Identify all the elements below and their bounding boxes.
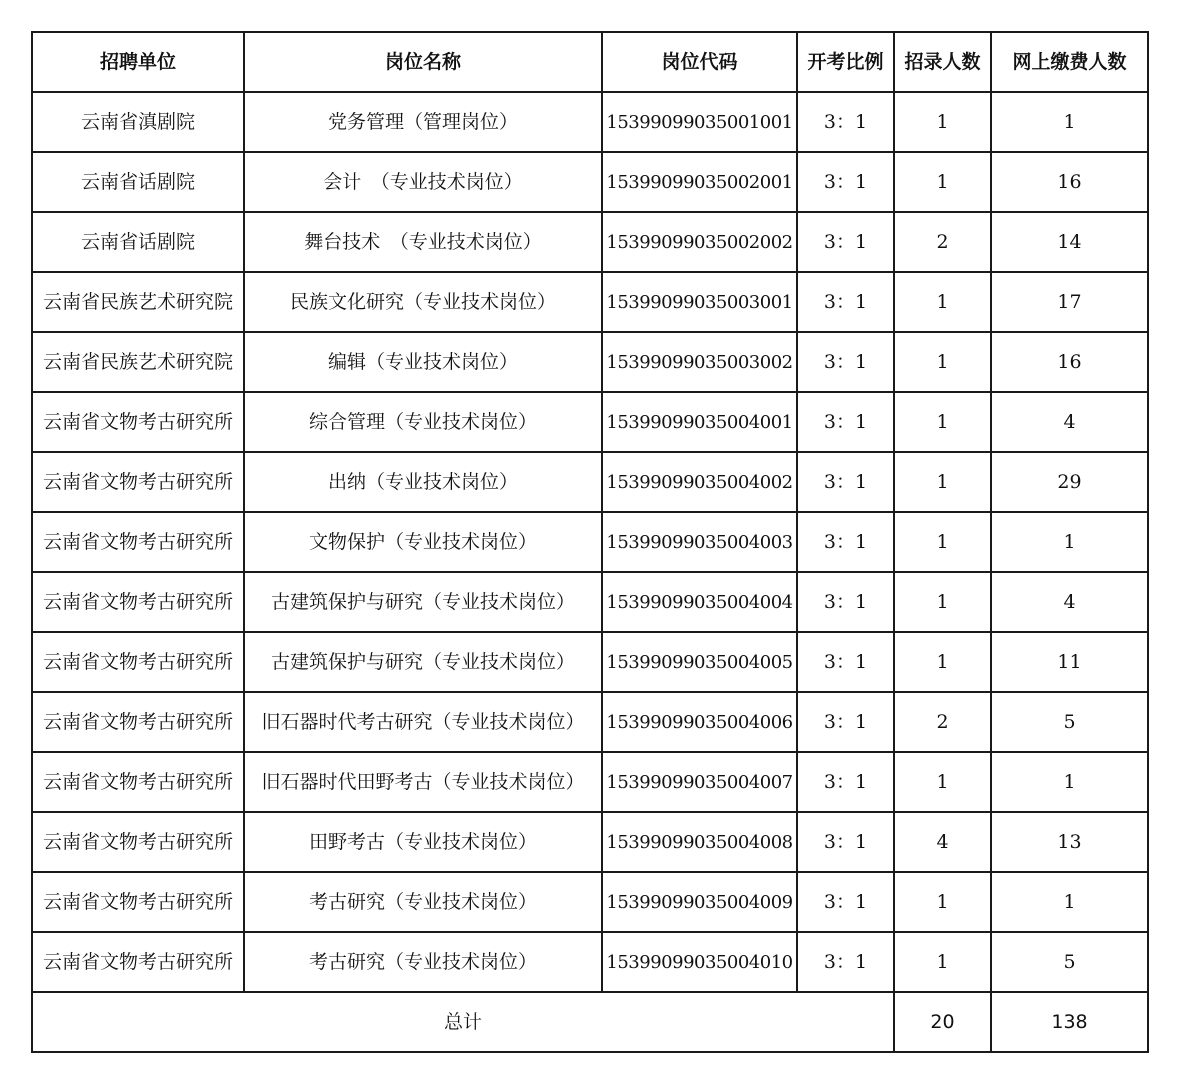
code-cell: 15399099035004001 [602, 392, 797, 452]
hire-count-cell: 4 [894, 812, 991, 872]
code-cell: 15399099035004002 [602, 452, 797, 512]
table-row [32, 332, 1148, 392]
paid-count-cell: 14 [991, 212, 1148, 272]
position-cell: 旧石器时代考古研究（专业技术岗位） [244, 692, 602, 752]
table-row [32, 812, 1148, 872]
table-row [32, 692, 1148, 752]
table-row [32, 932, 1148, 992]
hire-count-cell: 1 [894, 752, 991, 812]
paid-count-cell: 1 [991, 872, 1148, 932]
unit-cell: 云南省民族艺术研究院 [32, 272, 244, 332]
code-cell: 15399099035003001 [602, 272, 797, 332]
table-row [32, 632, 1148, 692]
hire-count-cell: 1 [894, 932, 991, 992]
table-row [32, 152, 1148, 212]
code-cell: 15399099035002001 [602, 152, 797, 212]
code-cell: 15399099035004009 [602, 872, 797, 932]
code-cell: 15399099035003002 [602, 332, 797, 392]
paid-count-cell: 11 [991, 632, 1148, 692]
hire-count-cell: 2 [894, 212, 991, 272]
position-cell: 古建筑保护与研究（专业技术岗位） [244, 572, 602, 632]
total-hire: 20 [894, 992, 991, 1052]
unit-cell: 云南省文物考古研究所 [32, 452, 244, 512]
table-row [32, 272, 1148, 332]
ratio-cell: 3：1 [797, 692, 894, 752]
code-cell: 15399099035004004 [602, 572, 797, 632]
header-paid: 网上缴费人数 [991, 32, 1148, 92]
table-row [32, 452, 1148, 512]
total-label: 总计 [32, 992, 894, 1052]
paid-count-cell: 16 [991, 332, 1148, 392]
code-cell: 15399099035004008 [602, 812, 797, 872]
unit-cell: 云南省文物考古研究所 [32, 512, 244, 572]
paid-count-cell: 1 [991, 512, 1148, 572]
ratio-cell: 3：1 [797, 332, 894, 392]
ratio-cell: 3：1 [797, 272, 894, 332]
hire-count-cell: 1 [894, 572, 991, 632]
paid-count-cell: 1 [991, 752, 1148, 812]
header-row [32, 32, 1148, 92]
hire-count-cell: 1 [894, 332, 991, 392]
code-cell: 15399099035004005 [602, 632, 797, 692]
unit-cell: 云南省文物考古研究所 [32, 752, 244, 812]
position-cell: 旧石器时代田野考古（专业技术岗位） [244, 752, 602, 812]
ratio-cell: 3：1 [797, 632, 894, 692]
ratio-cell: 3：1 [797, 92, 894, 152]
hire-count-cell: 1 [894, 512, 991, 572]
header-code: 岗位代码 [602, 32, 797, 92]
table-row [32, 752, 1148, 812]
paid-count-cell: 13 [991, 812, 1148, 872]
unit-cell: 云南省文物考古研究所 [32, 392, 244, 452]
paid-count-cell: 17 [991, 272, 1148, 332]
table-row [32, 92, 1148, 152]
position-cell: 古建筑保护与研究（专业技术岗位） [244, 632, 602, 692]
code-cell: 15399099035001001 [602, 92, 797, 152]
ratio-cell: 3：1 [797, 572, 894, 632]
unit-cell: 云南省文物考古研究所 [32, 872, 244, 932]
unit-cell: 云南省文物考古研究所 [32, 812, 244, 872]
unit-cell: 云南省话剧院 [32, 152, 244, 212]
position-cell: 党务管理（管理岗位） [244, 92, 602, 152]
paid-count-cell: 29 [991, 452, 1148, 512]
ratio-cell: 3：1 [797, 452, 894, 512]
ratio-cell: 3：1 [797, 752, 894, 812]
hire-count-cell: 1 [894, 92, 991, 152]
table-row [32, 212, 1148, 272]
table-row [32, 392, 1148, 452]
ratio-cell: 3：1 [797, 812, 894, 872]
code-cell: 15399099035004007 [602, 752, 797, 812]
hire-count-cell: 1 [894, 632, 991, 692]
unit-cell: 云南省滇剧院 [32, 92, 244, 152]
header-unit: 招聘单位 [32, 32, 244, 92]
hire-count-cell: 1 [894, 452, 991, 512]
position-cell: 田野考古（专业技术岗位） [244, 812, 602, 872]
position-cell: 文物保护（专业技术岗位） [244, 512, 602, 572]
position-cell: 民族文化研究（专业技术岗位） [244, 272, 602, 332]
position-cell: 编辑（专业技术岗位） [244, 332, 602, 392]
header-ratio: 开考比例 [797, 32, 894, 92]
paid-count-cell: 5 [991, 692, 1148, 752]
table-row [32, 512, 1148, 572]
unit-cell: 云南省文物考古研究所 [32, 632, 244, 692]
paid-count-cell: 1 [991, 92, 1148, 152]
paid-count-cell: 4 [991, 392, 1148, 452]
recruitment-table [31, 31, 1149, 1053]
unit-cell: 云南省文物考古研究所 [32, 932, 244, 992]
hire-count-cell: 1 [894, 392, 991, 452]
position-cell: 舞台技术 （专业技术岗位） [244, 212, 602, 272]
code-cell: 15399099035002002 [602, 212, 797, 272]
position-cell: 出纳（专业技术岗位） [244, 452, 602, 512]
hire-count-cell: 1 [894, 272, 991, 332]
paid-count-cell: 4 [991, 572, 1148, 632]
paid-count-cell: 5 [991, 932, 1148, 992]
hire-count-cell: 2 [894, 692, 991, 752]
total-paid: 138 [991, 992, 1148, 1052]
position-cell: 会计 （专业技术岗位） [244, 152, 602, 212]
ratio-cell: 3：1 [797, 392, 894, 452]
ratio-cell: 3：1 [797, 932, 894, 992]
paid-count-cell: 16 [991, 152, 1148, 212]
table-row [32, 572, 1148, 632]
unit-cell: 云南省话剧院 [32, 212, 244, 272]
ratio-cell: 3：1 [797, 212, 894, 272]
code-cell: 15399099035004010 [602, 932, 797, 992]
position-cell: 考古研究（专业技术岗位） [244, 872, 602, 932]
ratio-cell: 3：1 [797, 872, 894, 932]
code-cell: 15399099035004003 [602, 512, 797, 572]
ratio-cell: 3：1 [797, 152, 894, 212]
position-cell: 考古研究（专业技术岗位） [244, 932, 602, 992]
hire-count-cell: 1 [894, 872, 991, 932]
total-row [32, 992, 1148, 1052]
code-cell: 15399099035004006 [602, 692, 797, 752]
header-hire: 招录人数 [894, 32, 991, 92]
header-position: 岗位名称 [244, 32, 602, 92]
ratio-cell: 3：1 [797, 512, 894, 572]
unit-cell: 云南省民族艺术研究院 [32, 332, 244, 392]
table-body [32, 92, 1148, 992]
position-cell: 综合管理（专业技术岗位） [244, 392, 602, 452]
hire-count-cell: 1 [894, 152, 991, 212]
table-row [32, 872, 1148, 932]
unit-cell: 云南省文物考古研究所 [32, 572, 244, 632]
unit-cell: 云南省文物考古研究所 [32, 692, 244, 752]
